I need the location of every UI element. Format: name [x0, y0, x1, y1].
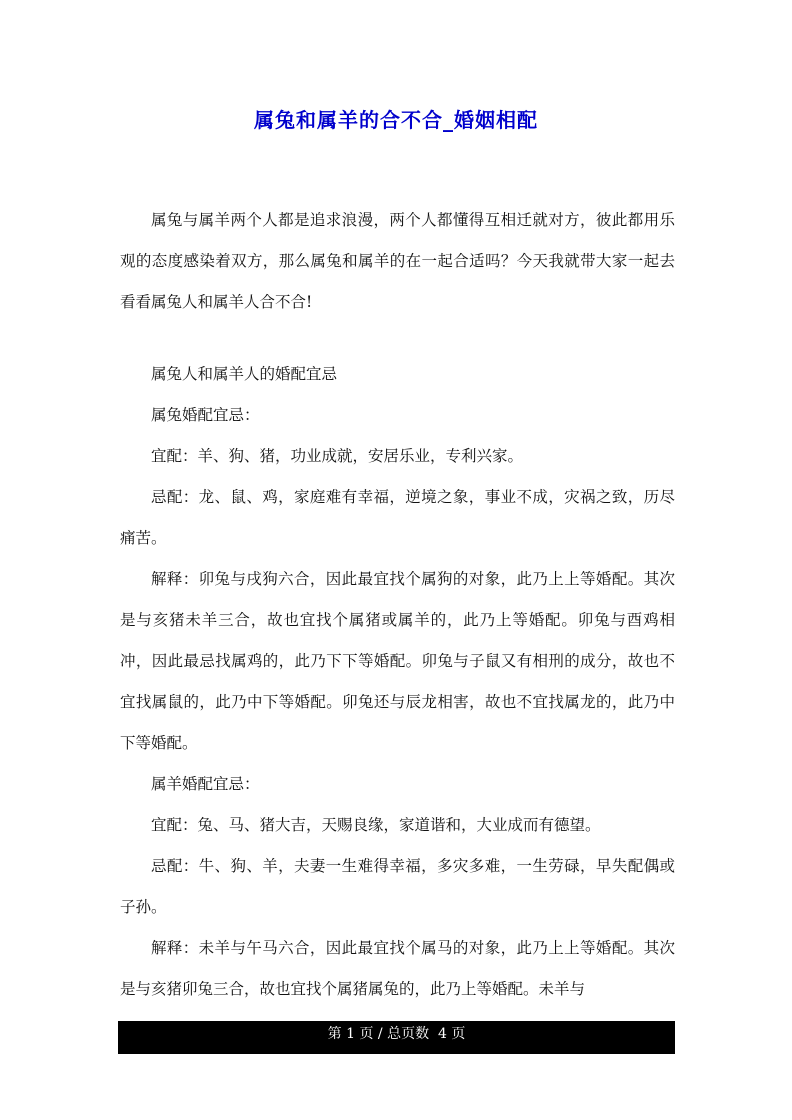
document-title: 属兔和属羊的合不合_婚姻相配	[254, 108, 538, 132]
sheep-subheading: 属羊婚配宜忌：	[151, 775, 260, 793]
document-body	[120, 200, 675, 1010]
sheep-suitable-paragraph: 宜配：兔、马、猪大吉，天赐良缘，家道谐和，大业成而有德望。	[151, 816, 601, 834]
section-heading: 属兔人和属羊人的婚配宜忌	[151, 365, 338, 383]
rabbit-explanation-paragraph: 解释：卯兔与戌狗六合，因此最宜找个属狗的对象，此乃上上等婚配。其次是与亥猪未羊三合，故也宜找个属猪或属羊的，此乃上等婚配。卯兔与酉鸡相冲，因此最忌找属鸡的，此乃下下等婚配。卯兔与子鼠又有相刑的成分，故也不宜找属鼠的，此乃中下等婚配。卯兔还与辰龙相害，故也不宜找属龙的，此乃中下等婚配。	[120, 570, 675, 752]
rabbit-suitable-paragraph: 宜配：羊、狗、猪，功业成就，安居乐业，专利兴家。	[151, 447, 524, 465]
intro-paragraph: 属兔与属羊两个人都是追求浪漫，两个人都懂得互相迁就对方，彼此都用乐观的态度感染着双方，那么属兔和属羊的在一起合适吗？今天我就带大家一起去看看属兔人和属羊人合不合!	[120, 211, 675, 311]
sheep-avoid-paragraph: 忌配：牛、狗、羊，夫妻一生难得幸福，多灾多难，一生劳碌，早失配偶或子孙。	[120, 857, 675, 916]
rabbit-avoid-paragraph: 忌配：龙、鼠、鸡，家庭难有幸福，逆境之象，事业不成，灾祸之致，历尽痛苦。	[120, 488, 675, 547]
page-footer	[118, 1021, 675, 1054]
rabbit-subheading: 属兔婚配宜忌：	[151, 406, 260, 424]
page-number-text: 第 1 页 / 总页数 4 页	[327, 1026, 466, 1042]
sheep-explanation-paragraph: 解释：未羊与午马六合，因此最宜找个属马的对象，此乃上上等婚配。其次是与亥猪卯兔三合，故也宜找个属猪属兔的，此乃上等婚配。未羊与	[120, 939, 675, 998]
